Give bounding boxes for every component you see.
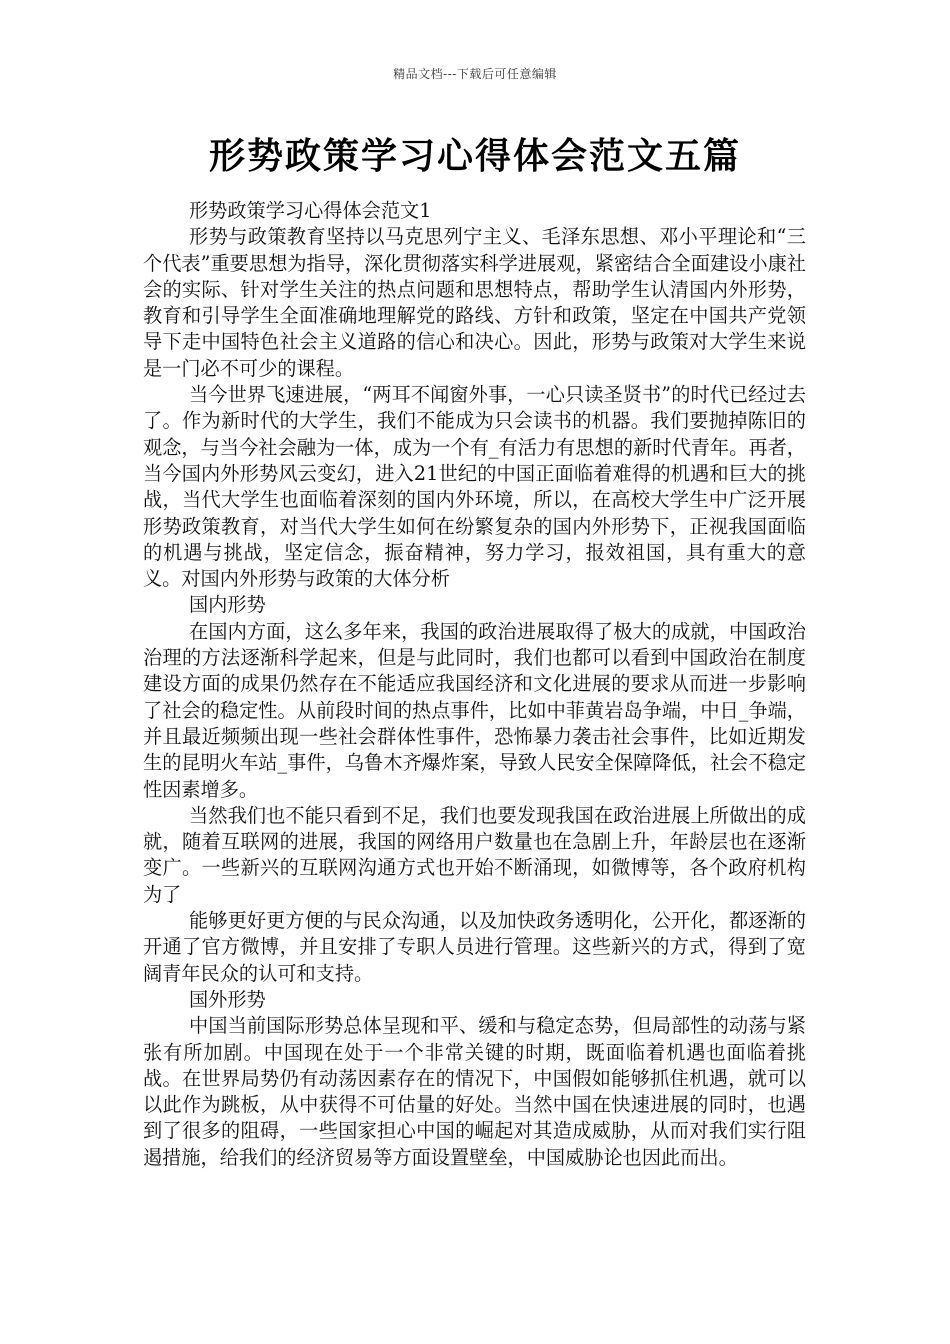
document-body: [143, 198, 806, 1171]
section-heading: 国外形势: [189, 987, 266, 1011]
section-heading: 形势政策学习心得体会范文1: [189, 199, 432, 222]
page-header-watermark: 精品文档---下载后可任意编辑: [393, 67, 557, 81]
body-paragraph: 当今世界飞速进展，“两耳不闻窗外事，一心只读圣贤书”的时代已经过去了。作为新时代的大学生，我们不能成为只会读书的机器。我们要抛掉陈旧的观念，与当今社会融为一体，成为一个有_有活力有思想的新时代青年。再者，当今国内外形势风云变幻，进入21世纪的中国正面临着难得的机遇和巨大的挑战，当代大学生也面临着深刻的国内外环境，所以，在高校大学生中广泛开展形势政策教育，对当代大学生如何在纷繁复杂的国内外形势下，正视我国面临的机遇与挑战，坚定信念，振奋精神，努力学习，报效祖国，具有重大的意义。对国内外形势与政策的大体分析: [143, 383, 806, 591]
section-heading: 国内形势: [189, 593, 266, 617]
body-paragraph: 当然我们也不能只看到不足，我们也要发现我国在政治进展上所做出的成就，随着互联网的进展，我国的网络用户数量也在急剧上升，年龄层也在逐渐变广。一些新兴的互联网沟通方式也开始不断涌现，如微博等，各个政府机构为了: [143, 803, 806, 906]
body-paragraph: 能够更好更方便的与民众沟通，以及加快政务透明化，公开化，都逐渐的开通了官方微博，并且安排了专职人员进行管理。这些新兴的方式，得到了宽阔青年民众的认可和支持。: [143, 909, 806, 985]
body-paragraph: 中国当前国际形势总体呈现和平、缓和与稳定态势，但局部性的动荡与紧张有所加剧。中国现在处于一个非常关键的时期，既面临着机遇也面临着挑战。在世界局势仍有动荡因素存在的情况下，中国假如能够抓住机遇，就可以以此作为跳板，从中获得不可估量的好处。当然中国在快速进展的同时，也遇到了很多的阻碍，一些国家担心中国的崛起对其造成威胁，从而对我们实行阻遏措施，给我们的经济贸易等方面设置壁垒，中国威胁论也因此而出。: [143, 1014, 806, 1169]
body-paragraph: 在国内方面，这么多年来，我国的政治进展取得了极大的成就，中国政治治理的方法逐渐科学起来，但是与此同时，我们也都可以看到中国政治在制度建设方面的成果仍然存在不能适应我国经济和文化进展的要求从而进一步影响了社会的稳定性。从前段时间的热点事件，比如中菲黄岩岛争端，中日_争端，并且最近频频出现一些社会群体性事件，恐怖暴力袭击社会事件，比如近期发生的昆明火车站_事件，乌鲁木齐爆炸案，导致人民安全保障降低，社会不稳定性因素增多。: [143, 619, 806, 801]
body-paragraph: 形势与政策教育坚持以马克思列宁主义、毛泽东思想、邓小平理论和“三个代表”重要思想为指导，深化贯彻落实科学进展观，紧密结合全面建设小康社会的实际、针对学生关注的热点问题和思想特点，帮助学生认清国内外形势，教育和引导学生全面准确地理解党的路线、方针和政策，坚定在中国共产党领导下走中国特色社会主义道路的信心和决心。因此，形势与政策对大学生来说是一门必不可少的课程。: [143, 225, 806, 380]
document-title: 形势政策学习心得体会范文五篇: [208, 135, 741, 177]
